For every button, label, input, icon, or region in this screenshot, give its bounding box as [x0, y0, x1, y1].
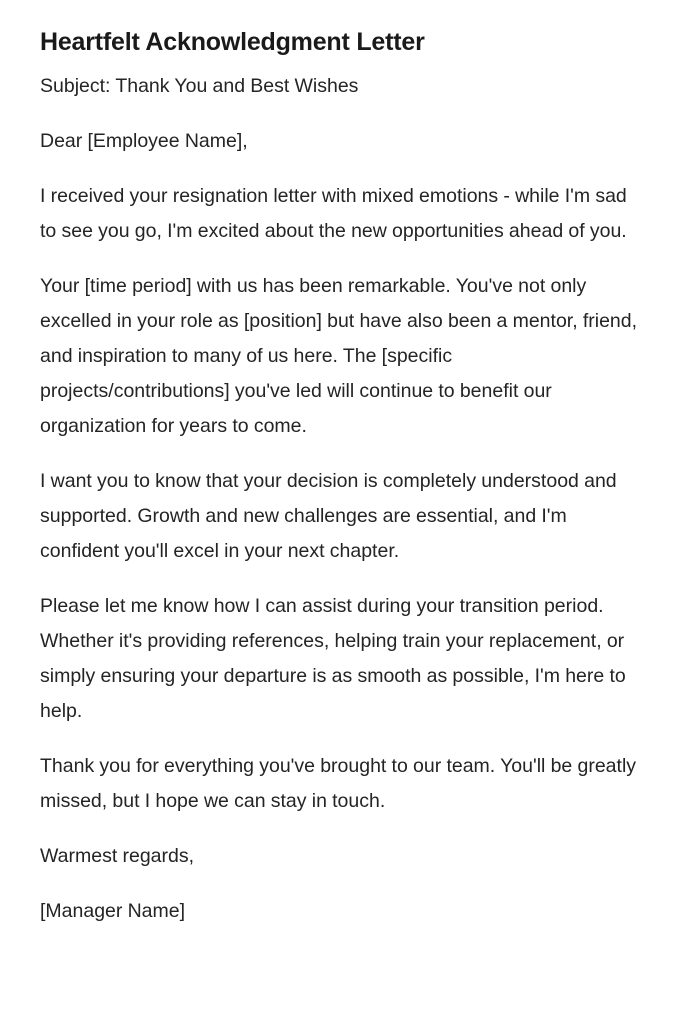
letter-subject-line: Subject: Thank You and Best Wishes	[40, 75, 359, 97]
letter-paragraph: Please let me know how I can assist during your transition period. Whether it's providing references, helping train your replacement, or simply ensuring your departure is as smooth as possible, I'm here to help.	[40, 595, 626, 722]
letter-salutation: Dear [Employee Name],	[40, 130, 248, 152]
letter-closing: Warmest regards,	[40, 845, 195, 867]
letter-signature: [Manager Name]	[40, 900, 186, 922]
letter-paragraph: Your [time period] with us has been remarkable. You've not only excelled in your role as [position] but have also been a mentor, friend, and inspiration to many of us here. The [specific projects/contributions] you've led will continue to benefit our organization for years to come.	[40, 275, 638, 437]
letter-paragraph: Thank you for everything you've brought to our team. You'll be greatly missed, but I hope we can stay in touch.	[40, 755, 637, 812]
letter-paragraph: I received your resignation letter with mixed emotions - while I'm sad to see you go, I'm excited about the new opportunities ahead of you.	[40, 185, 627, 242]
letter-paragraph: I want you to know that your decision is completely understood and supported. Growth and new challenges are essential, and I'm confident you'll excel in your next chapter.	[40, 470, 617, 562]
page-title: Heartfelt Acknowledgment Letter	[40, 28, 425, 56]
letter-body	[40, 57, 660, 929]
